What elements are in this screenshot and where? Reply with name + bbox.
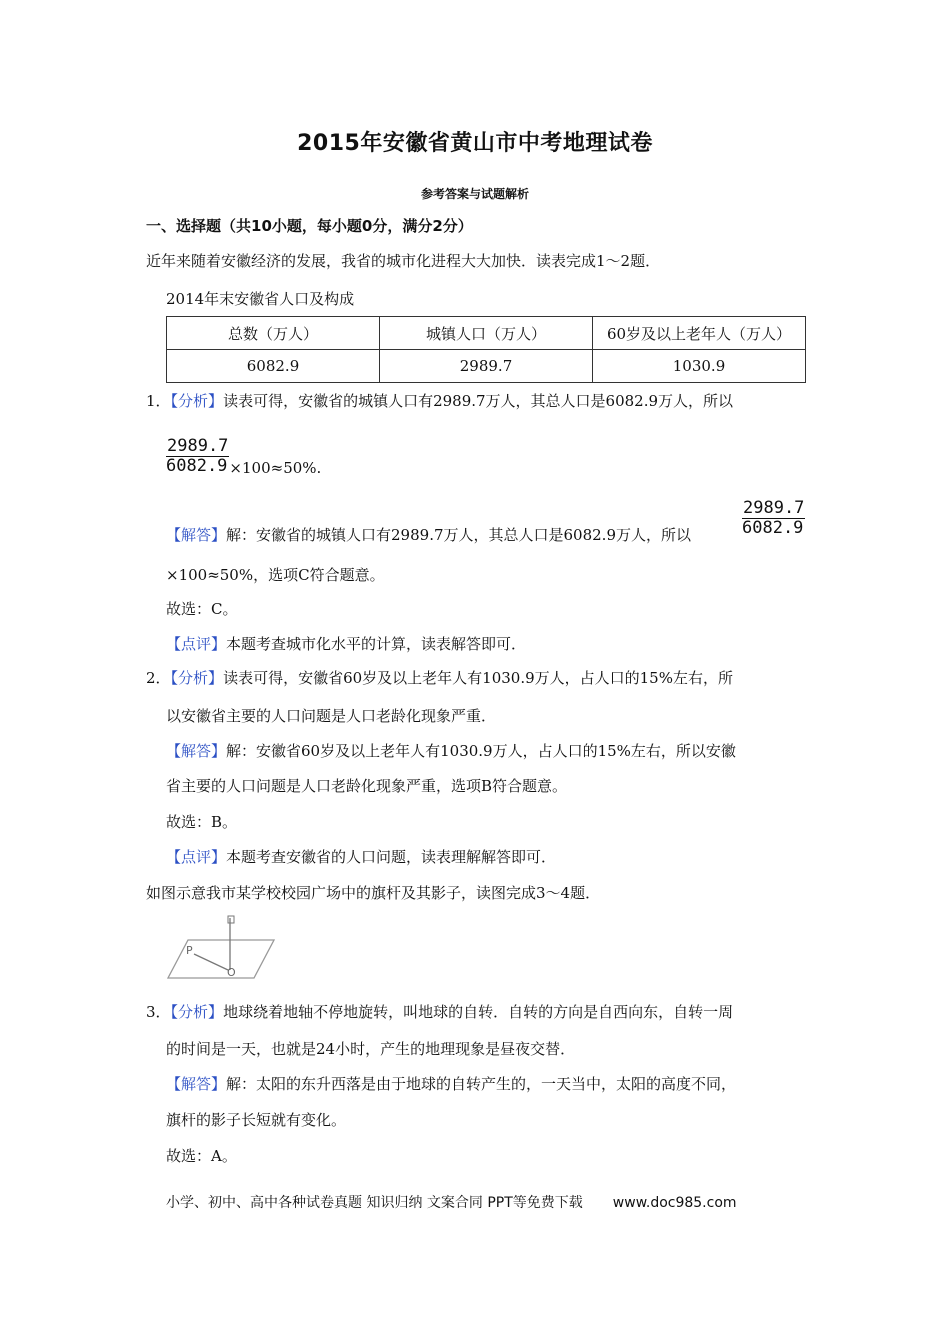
intro-text-1: 近年来随着安徽经济的发展，我省的城市化进程大大加快．读表完成1～2题． [146, 252, 661, 270]
formula-tail: ×100≈50%. [229, 459, 322, 477]
analysis-text: 读表可得，安徽省的城镇人口有2989.7万人，其总人口是6082.9万人，所以 [223, 392, 734, 410]
table-cell: 2989.7 [380, 350, 593, 383]
q3-answer-cont: 旗杆的影子长短就有变化。 [166, 1111, 347, 1129]
analysis-tag: 【分析】 [170, 669, 224, 687]
q2-answer-cont: 省主要的人口问题是人口老龄化现象严重，选项B符合题意。 [166, 777, 568, 795]
q1-answer-cont: ×100≈50%，选项C符合题意。 [166, 566, 385, 584]
answer-text: 解：安徽省的城镇人口有2989.7万人，其总人口是6082.9万人，所以 [226, 526, 691, 544]
fraction-numerator: 2989.7 [167, 436, 229, 456]
table-header-row [167, 317, 806, 350]
q2-choice: 故选：B。 [166, 813, 238, 831]
table-header-cell: 60岁及以上老年人（万人） [593, 317, 806, 350]
fraction-numerator: 2989.7 [743, 498, 805, 518]
q3-analysis [146, 1001, 733, 1022]
question-number: 3． [146, 1003, 171, 1021]
fraction [166, 437, 229, 476]
section-heading: 一、选择题（共10小题，每小题0分，满分2分） [146, 217, 473, 235]
flag [228, 916, 234, 923]
analysis-tag: 【分析】 [170, 1003, 224, 1021]
footer-text: 小学、初中、高中各种试卷真题 知识归纳 文案合同 PPT等免费下载 [166, 1195, 583, 1211]
q1-analysis [146, 390, 733, 411]
flagpole-figure [164, 914, 282, 986]
q1-answer [166, 524, 691, 545]
q2-answer [166, 740, 736, 761]
comment-text: 本题考查城市化水平的计算，读表解答即可． [226, 635, 527, 653]
analysis-tag: 【分析】 [170, 392, 224, 410]
fraction-denominator: 6082.9 [742, 518, 804, 538]
table-header-cell: 城镇人口（万人） [380, 317, 593, 350]
label-p: P [186, 944, 193, 957]
q2-analysis-cont: 以安徽省主要的人口问题是人口老龄化现象严重． [166, 707, 497, 725]
fraction-denominator: 6082.9 [166, 456, 228, 476]
table-caption: 2014年末安徽省人口及构成 [166, 290, 355, 308]
q2-analysis [146, 667, 733, 688]
population-table [166, 316, 806, 383]
analysis-text: 读表可得，安徽省60岁及以上老年人有1030.9万人，占人口的15%左右，所 [223, 669, 733, 687]
answer-text: 解：安徽省60岁及以上老年人有1030.9万人，占人口的15%左右，所以安徽 [226, 742, 736, 760]
table-row [167, 350, 806, 383]
analysis-text: 地球绕着地轴不停地旋转，叫地球的自转．自转的方向是自西向东，自转一周 [223, 1003, 734, 1021]
q2-comment [166, 846, 556, 867]
table-cell: 1030.9 [593, 350, 806, 383]
page-subtitle: 参考答案与试题解析 [420, 187, 529, 201]
answer-text: 解：太阳的东升西落是由于地球的自转产生的，一天当中，太阳的高度不同， [226, 1075, 737, 1093]
q3-analysis-cont: 的时间是一天，也就是24小时，产生的地理现象是昼夜交替． [166, 1040, 576, 1058]
page-footer [166, 1192, 737, 1212]
q1-choice: 故选：C。 [166, 600, 238, 618]
footer-url[interactable]: www.doc985.com [612, 1195, 737, 1211]
shadow-line [194, 954, 228, 970]
intro-text-2: 如图示意我市某学校校园广场中的旗杆及其影子，读图完成3～4题． [146, 884, 601, 902]
page-title: 2015年安徽省黄山市中考地理试卷 [297, 131, 653, 156]
answer-tag: 【解答】 [166, 742, 227, 760]
answer-tag: 【解答】 [166, 1075, 227, 1093]
table-cell: 6082.9 [167, 350, 380, 383]
answer-tag: 【解答】 [166, 526, 227, 544]
q3-choice: 故选：A。 [166, 1147, 237, 1165]
comment-text: 本题考查安徽省的人口问题，读表理解解答即可． [226, 848, 557, 866]
ground-plane [168, 940, 274, 978]
question-number: 1． [146, 392, 171, 410]
answer-fraction [742, 499, 805, 538]
question-number: 2． [146, 669, 171, 687]
q3-answer [166, 1073, 736, 1094]
q1-formula [166, 437, 321, 477]
label-o: O [227, 966, 236, 979]
comment-tag: 【点评】 [166, 848, 227, 866]
table-header-cell: 总数（万人） [167, 317, 380, 350]
q1-comment [166, 633, 526, 654]
comment-tag: 【点评】 [166, 635, 227, 653]
